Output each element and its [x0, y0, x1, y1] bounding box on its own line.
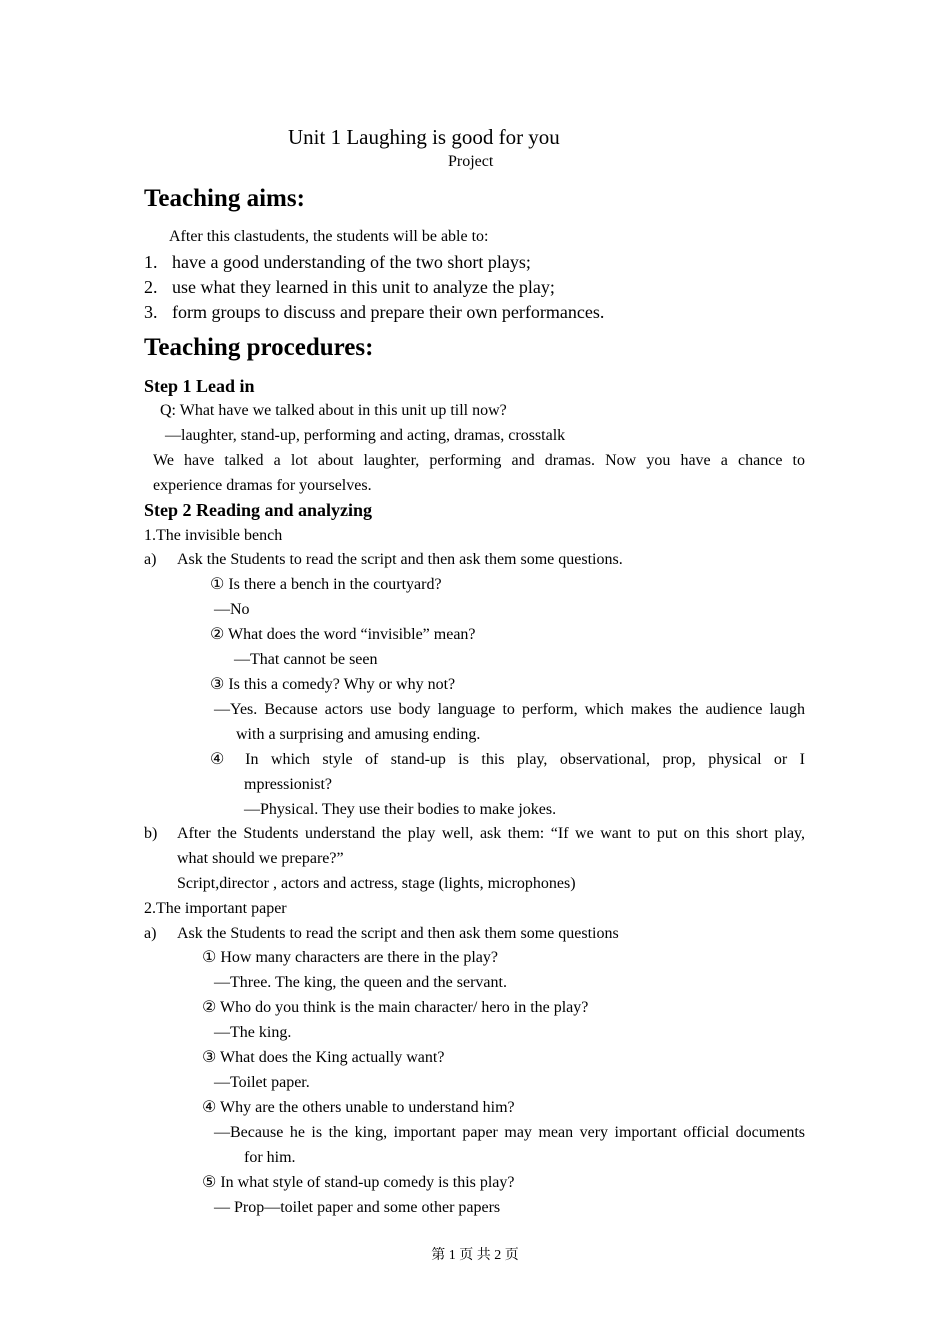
answer: —Because he is the king, important paper may mean very important official documents [214, 1124, 805, 1141]
part1-a-text: Ask the Students to read the script and then ask them some questions. [177, 551, 623, 568]
aim-text: have a good understanding of the two short plays; [172, 252, 531, 272]
answer: —Physical. They use their bodies to make jokes. [244, 801, 557, 818]
step1-paragraph-line: experience dramas for yourselves. [153, 477, 372, 494]
step2-heading: Step 2 Reading and analyzing [144, 500, 373, 520]
step1-paragraph-line: We have talked a lot about laughter, performing and dramas. Now you have a chance to [153, 452, 805, 469]
question: ⑤ In what style of stand-up comedy is this play? [202, 1174, 515, 1191]
list-label: a) [144, 925, 157, 942]
step1-question: Q: What have we talked about in this unit up till now? [160, 402, 507, 419]
aims-intro: After this clastudents, the students will be able to: [169, 228, 489, 245]
aim-number: 3. [144, 302, 158, 322]
list-label: a) [144, 551, 157, 568]
part1-title: 1.The invisible bench [144, 527, 283, 544]
answer: — Prop—toilet paper and some other papers [214, 1199, 501, 1216]
answer: —Toilet paper. [214, 1074, 310, 1091]
answer-continuation: with a surprising and amusing ending. [236, 726, 481, 743]
part2-a-text: Ask the Students to read the script and then ask them some questions [177, 925, 619, 942]
aims-heading: Teaching aims: [144, 185, 305, 212]
question-continuation: mpressionist? [244, 776, 332, 793]
answer-continuation: for him. [244, 1149, 296, 1166]
answer: —No [214, 601, 250, 618]
question: ③ Is this a comedy? Why or why not? [210, 676, 456, 693]
question: ② Who do you think is the main character/ hero in the play? [202, 999, 589, 1016]
list-label: b) [144, 825, 158, 842]
step1-heading: Step 1 Lead in [144, 376, 255, 396]
aim-text: form groups to discuss and prepare their own performances. [172, 302, 605, 322]
question: ① Is there a bench in the courtyard? [210, 576, 442, 593]
question: ② What does the word “invisible” mean? [210, 626, 476, 643]
answer: —Three. The king, the queen and the servant. [214, 974, 507, 991]
page-footer: 第 1 页 共 2 页 [431, 1248, 519, 1263]
answer: —That cannot be seen [234, 651, 378, 668]
page-subtitle: Project [448, 153, 494, 170]
question: ④ Why are the others unable to understand him? [202, 1099, 515, 1116]
part2-title: 2.The important paper [144, 900, 287, 917]
page-title: Unit 1 Laughing is good for you [288, 125, 560, 149]
answer: —The king. [214, 1024, 292, 1041]
aim-number: 1. [144, 252, 158, 272]
aim-text: use what they learned in this unit to analyze the play; [172, 277, 555, 297]
question: ④ In which style of stand-up is this play, observational, prop, physical or I [210, 751, 805, 768]
answer: —Yes. Because actors use body language to perform, which makes the audience laugh [214, 701, 805, 718]
aim-number: 2. [144, 277, 158, 297]
part1-b-text-continuation: what should we prepare?” [177, 850, 344, 867]
question: ③ What does the King actually want? [202, 1049, 445, 1066]
step1-answer: —laughter, stand-up, performing and acting, dramas, crosstalk [165, 427, 566, 444]
part1-b-answer: Script,director , actors and actress, stage (lights, microphones) [177, 875, 576, 892]
procedures-heading: Teaching procedures: [144, 334, 374, 361]
part1-b-text: After the Students understand the play well, ask them: “If we want to put on this short play, [177, 825, 805, 842]
question: ① How many characters are there in the play? [202, 949, 498, 966]
